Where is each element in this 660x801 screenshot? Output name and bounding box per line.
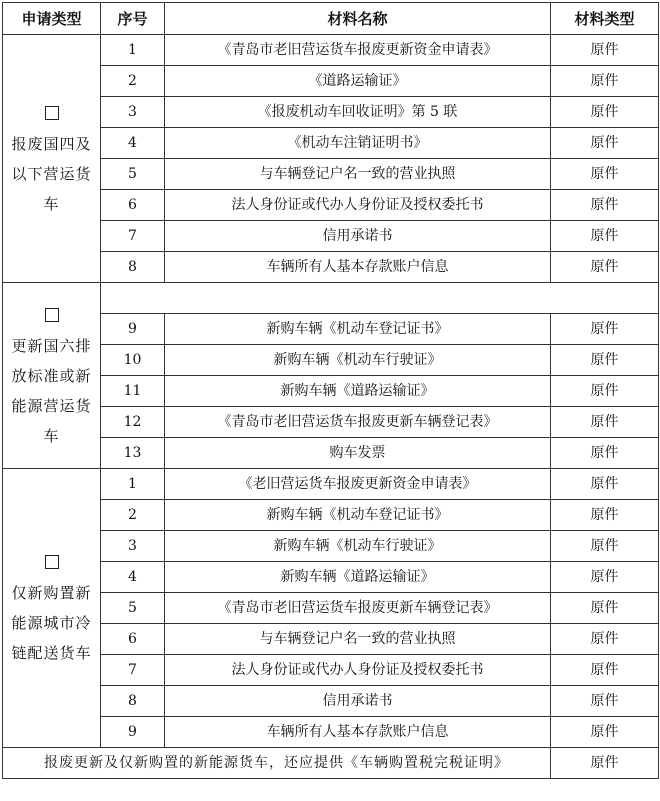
header-material-name: 材料名称 [165, 3, 551, 35]
material-kind: 原件 [551, 252, 659, 283]
material-name: 新购车辆《机动车行驶证》 [165, 345, 551, 376]
row-index: 9 [101, 717, 165, 748]
row-index: 4 [101, 562, 165, 593]
table-row [3, 190, 659, 221]
header-row [3, 3, 659, 35]
application-type-label: 报废国四及以下营运货车 [11, 134, 92, 213]
material-name: 《老旧营运货车报废更新资金申请表》 [165, 469, 551, 500]
row-index: 6 [101, 190, 165, 221]
row-index: 10 [101, 345, 165, 376]
row-index: 12 [101, 407, 165, 438]
table-row [3, 717, 659, 748]
row-index: 6 [101, 624, 165, 655]
material-kind: 原件 [551, 190, 659, 221]
table-row [3, 655, 659, 686]
material-name: 与车辆登记户名一致的营业执照 [165, 624, 551, 655]
table-row [3, 562, 659, 593]
footer-note: 报废更新及仅新购置的新能源货车，还应提供《车辆购置税完税证明》 [3, 748, 551, 779]
material-name: 车辆所有人基本存款账户信息 [165, 252, 551, 283]
footer-kind: 原件 [551, 748, 659, 779]
material-name: 新购车辆《道路运输证》 [165, 562, 551, 593]
material-name: 《报废机动车回收证明》第 5 联 [165, 97, 551, 128]
table-row [3, 35, 659, 66]
row-index: 3 [101, 531, 165, 562]
row-index: 11 [101, 376, 165, 407]
material-kind: 原件 [551, 469, 659, 500]
table-row [3, 469, 659, 500]
application-type-group [3, 35, 101, 283]
header-material-kind: 材料类型 [551, 3, 659, 35]
material-name: 新购车辆《机动车登记证书》 [165, 500, 551, 531]
table-row [3, 159, 659, 190]
material-kind: 原件 [551, 624, 659, 655]
table-row [3, 252, 659, 283]
material-kind: 原件 [551, 345, 659, 376]
application-type-group [3, 469, 101, 748]
material-kind: 原件 [551, 35, 659, 66]
table-row [3, 345, 659, 376]
row-index: 8 [101, 686, 165, 717]
material-kind: 原件 [551, 66, 659, 97]
spacer-row [3, 283, 659, 314]
material-name: 法人身份证或代办人身份证及授权委托书 [165, 655, 551, 686]
checkbox-icon[interactable] [45, 555, 59, 569]
material-name: 信用承诺书 [165, 221, 551, 252]
spacer-cell [101, 283, 659, 314]
footer-row [3, 748, 659, 779]
table-row [3, 531, 659, 562]
material-name: 《青岛市老旧营运货车报废更新资金申请表》 [165, 35, 551, 66]
material-kind: 原件 [551, 531, 659, 562]
material-kind: 原件 [551, 593, 659, 624]
table-row [3, 407, 659, 438]
row-index: 7 [101, 221, 165, 252]
materials-table-body [3, 3, 659, 779]
table-row [3, 500, 659, 531]
material-kind: 原件 [551, 221, 659, 252]
material-name: 车辆所有人基本存款账户信息 [165, 717, 551, 748]
row-index: 2 [101, 500, 165, 531]
table-row [3, 128, 659, 159]
table-row [3, 593, 659, 624]
checkbox-icon[interactable] [45, 308, 59, 322]
material-kind: 原件 [551, 500, 659, 531]
material-name: 信用承诺书 [165, 686, 551, 717]
table-row [3, 221, 659, 252]
checkbox-icon[interactable] [45, 106, 59, 120]
application-type-label: 仅新购置新能源城市冷链配送货车 [11, 584, 92, 662]
material-name: 新购车辆《机动车登记证书》 [165, 314, 551, 345]
material-kind: 原件 [551, 376, 659, 407]
material-name: 《机动车注销证明书》 [165, 128, 551, 159]
material-kind: 原件 [551, 717, 659, 748]
material-name: 购车发票 [165, 438, 551, 469]
table-row [3, 438, 659, 469]
material-kind: 原件 [551, 655, 659, 686]
material-name: 新购车辆《机动车行驶证》 [165, 531, 551, 562]
header-application-type: 申请类型 [3, 3, 101, 35]
material-name: 《道路运输证》 [165, 66, 551, 97]
table-row [3, 66, 659, 97]
table-row [3, 376, 659, 407]
material-name: 新购车辆《道路运输证》 [165, 376, 551, 407]
header-index: 序号 [101, 3, 165, 35]
row-index: 2 [101, 66, 165, 97]
material-kind: 原件 [551, 314, 659, 345]
application-type-label: 更新国六排放标准或新能源营运货车 [11, 336, 92, 445]
row-index: 13 [101, 438, 165, 469]
table-row [3, 314, 659, 345]
row-index: 3 [101, 97, 165, 128]
material-name: 《青岛市老旧营运货车报废更新车辆登记表》 [165, 593, 551, 624]
row-index: 4 [101, 128, 165, 159]
row-index: 5 [101, 159, 165, 190]
material-kind: 原件 [551, 97, 659, 128]
row-index: 1 [101, 469, 165, 500]
application-type-group [3, 283, 101, 469]
row-index: 8 [101, 252, 165, 283]
table-row [3, 686, 659, 717]
material-name: 《青岛市老旧营运货车报废更新车辆登记表》 [165, 407, 551, 438]
material-name: 与车辆登记户名一致的营业执照 [165, 159, 551, 190]
materials-table [2, 2, 659, 779]
material-kind: 原件 [551, 686, 659, 717]
row-index: 7 [101, 655, 165, 686]
material-kind: 原件 [551, 407, 659, 438]
table-row [3, 97, 659, 128]
material-kind: 原件 [551, 159, 659, 190]
material-kind: 原件 [551, 128, 659, 159]
table-row [3, 624, 659, 655]
row-index: 9 [101, 314, 165, 345]
material-kind: 原件 [551, 438, 659, 469]
row-index: 5 [101, 593, 165, 624]
row-index: 1 [101, 35, 165, 66]
material-name: 法人身份证或代办人身份证及授权委托书 [165, 190, 551, 221]
material-kind: 原件 [551, 562, 659, 593]
